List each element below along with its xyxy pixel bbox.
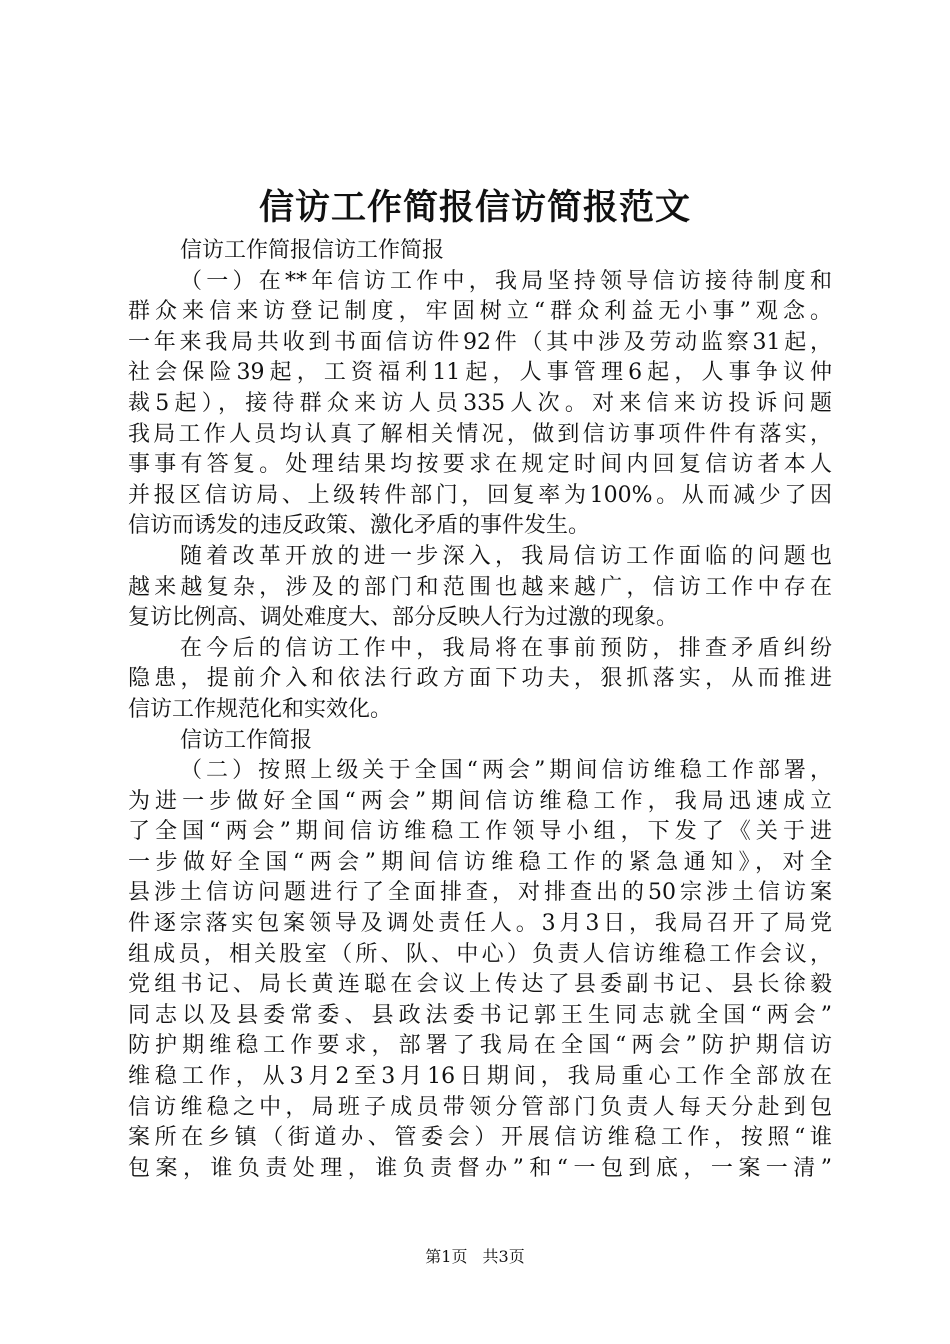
- text-line: 群众来信来访登记制度，牢固树立“群众利益无小事”观念。: [128, 299, 832, 325]
- text-line: 社会保险39起，工资福利11起，人事管理6起，人事争议仲: [128, 360, 832, 386]
- text-line: （二）按照上级关于全国“两会”期间信访维稳工作部署，: [180, 758, 832, 784]
- text-line: 信访工作简报信访工作简报: [180, 238, 445, 263]
- text-line: 信访工作简报: [180, 727, 313, 753]
- text-line: 事事有答复。处理结果均按要求在规定时间内回复信访者本人: [128, 452, 832, 478]
- text-line: 隐患，提前介入和依法行政方面下功夫，狠抓落实，从而推进: [128, 666, 832, 692]
- text-line: 党组书记、局长黄连聪在会议上传达了县委副书记、县长徐毅: [128, 972, 832, 998]
- text-line: 越来越复杂，涉及的部门和范围也越来越广，信访工作中存在: [128, 574, 832, 600]
- text-line: 同志以及县委常委、县政法委书记郭王生同志就全国“两会”: [128, 1002, 832, 1028]
- text-line: 为进一步做好全国“两会”期间信访维稳工作，我局迅速成立: [128, 788, 832, 814]
- text-line: 信访而诱发的违反政策、激化矛盾的事件发生。: [128, 513, 591, 539]
- text-line: 防护期维稳工作要求，部署了我局在全国“两会”防护期信访: [128, 1033, 832, 1059]
- text-line: 一步做好全国“两会”期间信访维稳工作的紧急通知》，对全: [128, 849, 832, 875]
- text-line: 在今后的信访工作中，我局将在事前预防，排查矛盾纠纷: [180, 635, 832, 661]
- text-line: （一）在**年信访工作中，我局坚持领导信访接待制度和: [180, 268, 832, 294]
- text-line: 案所在乡镇（街道办、管委会）开展信访维稳工作，按照“谁: [128, 1125, 832, 1151]
- text-line: 并报区信访局、上级转件部门，回复率为100%。从而减少了因: [128, 482, 832, 508]
- text-line: 了全国“两会”期间信访维稳工作领导小组，下发了《关于进: [128, 819, 832, 845]
- page-total: 共3页: [482, 1247, 525, 1266]
- text-line: 县涉土信访问题进行了全面排查，对排查出的50宗涉土信访案: [128, 880, 832, 906]
- text-line: 信访维稳之中，局班子成员带领分管部门负责人每天分赴到包: [128, 1094, 832, 1120]
- document-title: 信访工作简报信访简报范文: [258, 187, 691, 228]
- text-line: 组成员，相关股室（所、队、中心）负责人信访维稳工作会议，: [128, 941, 832, 967]
- text-line: 包案，谁负责处理，谁负责督办”和“一包到底，一案一清”: [128, 1155, 832, 1181]
- text-line: 我局工作人员均认真了解相关情况，做到信访事项件件有落实，: [128, 421, 832, 447]
- document-body: [128, 236, 832, 1184]
- text-line: 维稳工作，从3月2至3月16日期间，我局重心工作全部放在: [128, 1064, 832, 1090]
- text-line: 信访工作规范化和实效化。: [128, 696, 393, 722]
- text-line: 件逐宗落实包案领导及调处责任人。3月3日，我局召开了局党: [128, 911, 832, 937]
- text-line: 一年来我局共收到书面信访件92件（其中涉及劳动监察31起，: [128, 329, 832, 355]
- text-line: 复访比例高、调处难度大、部分反映人行为过激的现象。: [128, 605, 679, 631]
- page-footer: [0, 1247, 950, 1267]
- text-line: 裁5起），接待群众来访人员335人次。对来信来访投诉问题: [128, 390, 832, 416]
- text-line: 随着改革开放的进一步深入，我局信访工作面临的问题也: [180, 543, 832, 569]
- page-number: 第1页: [425, 1247, 468, 1266]
